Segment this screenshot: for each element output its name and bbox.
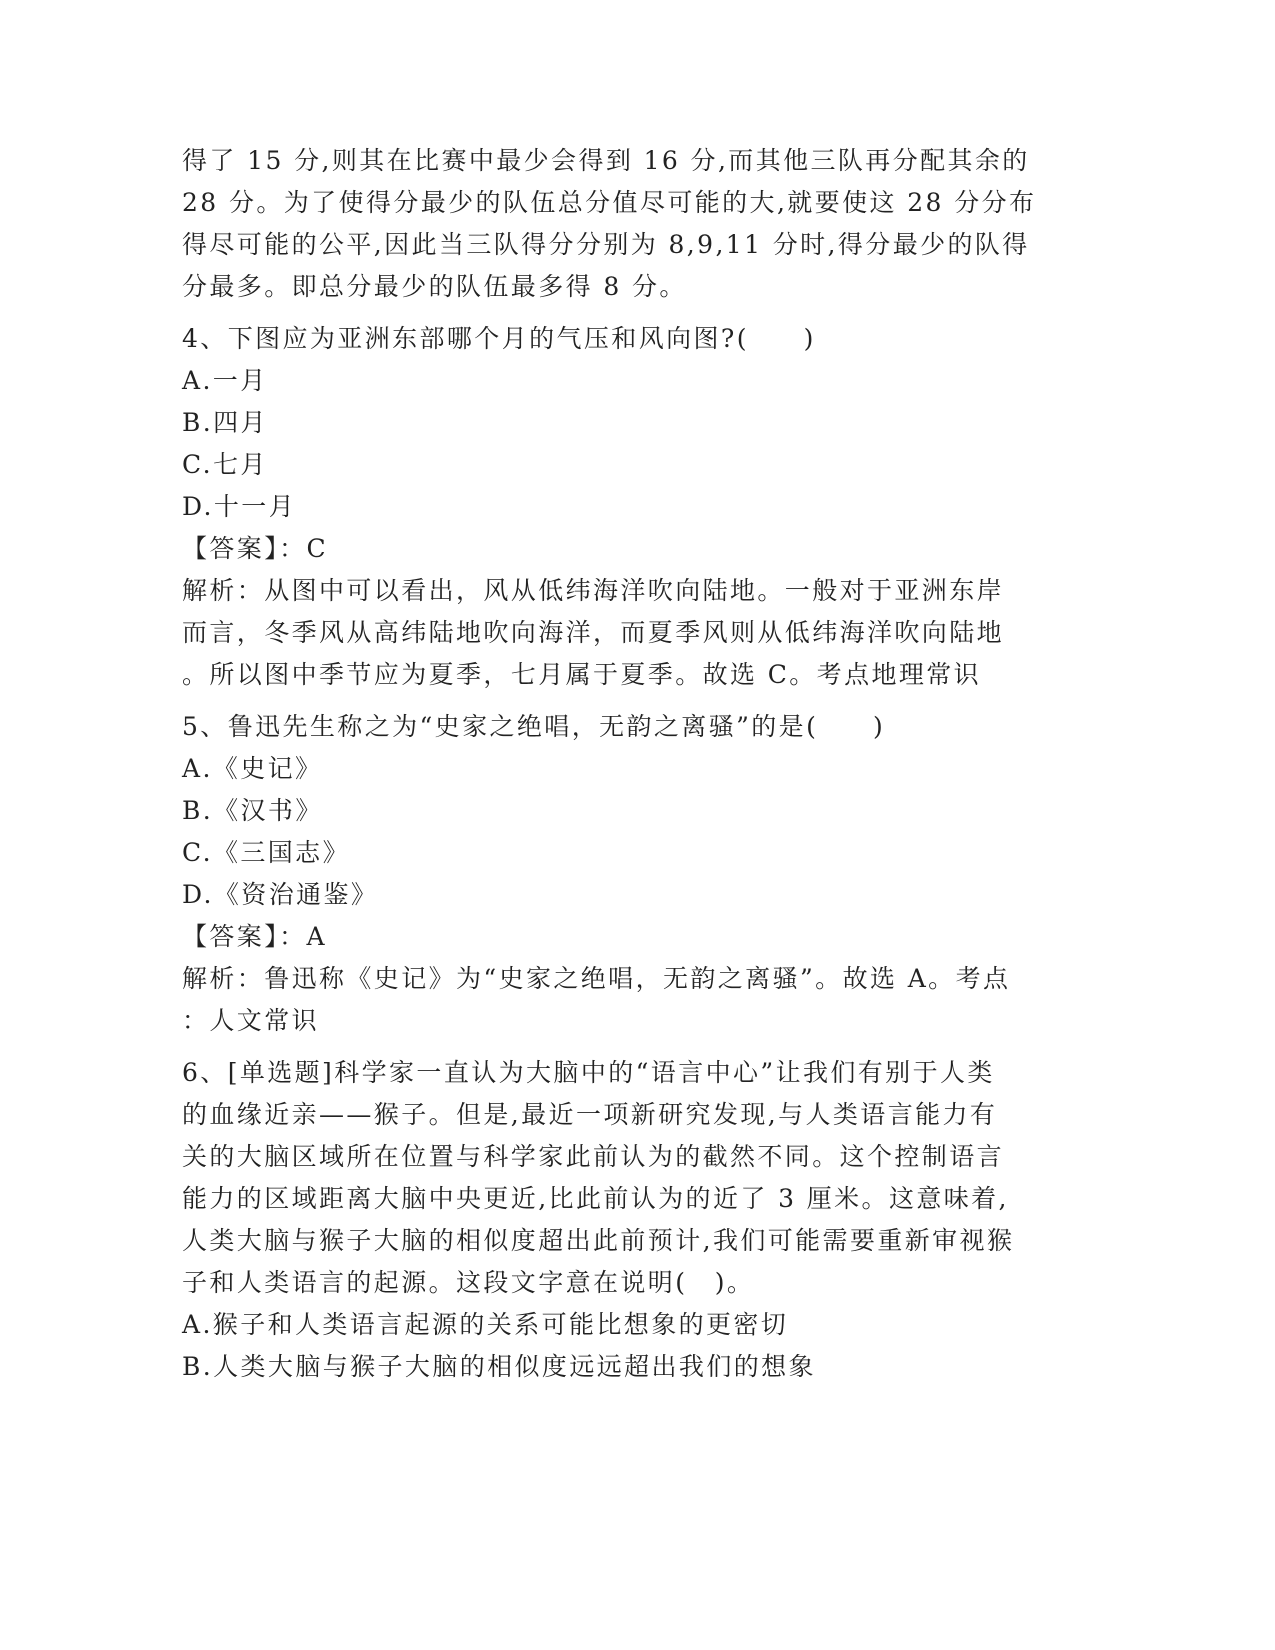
- question-4: [182, 318, 1062, 696]
- document-page: [182, 140, 1062, 1388]
- question-6: [182, 1052, 1062, 1388]
- question-text-line: 的血缘近亲——猴子。但是,最近一项新研究发现,与人类语言能力有: [182, 1100, 998, 1129]
- question-text-line: 人类大脑与猴子大脑的相似度超出此前预计,我们可能需要重新审视猴: [182, 1226, 1015, 1255]
- explanation-line: 。所以图中季节应为夏季，七月属于夏季。故选 C。考点地理常识: [182, 660, 982, 689]
- question-text-line: 关的大脑区域所在位置与科学家此前认为的截然不同。这个控制语言: [182, 1142, 1005, 1171]
- explanation-line: 得了 15 分,则其在比赛中最少会得到 16 分,而其他三队再分配其余的: [182, 146, 1030, 175]
- explanation-line: 28 分。为了使得分最少的队伍总分值尽可能的大,就要使这 28 分分布: [182, 188, 1037, 217]
- option-b: B.《汉书》: [182, 796, 323, 825]
- option-c: C.《三国志》: [182, 838, 350, 867]
- option-d: D.十一月: [182, 492, 297, 521]
- question-text-line: 子和人类语言的起源。这段文字意在说明( )。: [182, 1268, 755, 1297]
- option-d: D.《资治通鉴》: [182, 880, 379, 909]
- option-a: A.一月: [182, 366, 268, 395]
- explanation-line: 分最多。即总分最少的队伍最多得 8 分。: [182, 272, 687, 301]
- question-text: 4、下图应为亚洲东部哪个月的气压和风向图?( ): [182, 324, 816, 353]
- explanation-line: 解析：鲁迅称《史记》为“史家之绝唱，无韵之离骚”。故选 A。考点: [182, 964, 1011, 993]
- option-a: A.猴子和人类语言起源的关系可能比想象的更密切: [182, 1310, 789, 1339]
- answer: 【答案】：A: [182, 922, 327, 951]
- q3-explanation: [182, 140, 1062, 308]
- answer: 【答案】：C: [182, 534, 329, 563]
- explanation-line: 得尽可能的公平,因此当三队得分分别为 8,9,11 分时,得分最少的队得: [182, 230, 1030, 259]
- option-a: A.《史记》: [182, 754, 323, 783]
- option-b: B.人类大脑与猴子大脑的相似度远远超出我们的想象: [182, 1352, 816, 1381]
- explanation-line: 而言，冬季风从高纬陆地吹向海洋，而夏季风则从低纬海洋吹向陆地: [182, 618, 1005, 647]
- question-text-line: 能力的区域距离大脑中央更近,比此前认为的近了 3 厘米。这意味着,: [182, 1184, 1009, 1213]
- question-5: [182, 706, 1062, 1042]
- option-c: C.七月: [182, 450, 268, 479]
- explanation-line: 解析：从图中可以看出，风从低纬海洋吹向陆地。一般对于亚洲东岸: [182, 576, 1005, 605]
- question-text: 5、鲁迅先生称之为“史家之绝唱，无韵之离骚”的是( ): [182, 712, 886, 741]
- question-text-line: 6、[单选题]科学家一直认为大脑中的“语言中心”让我们有别于人类: [182, 1058, 995, 1087]
- option-b: B.四月: [182, 408, 268, 437]
- explanation-line: ：人文常识: [182, 1006, 320, 1035]
